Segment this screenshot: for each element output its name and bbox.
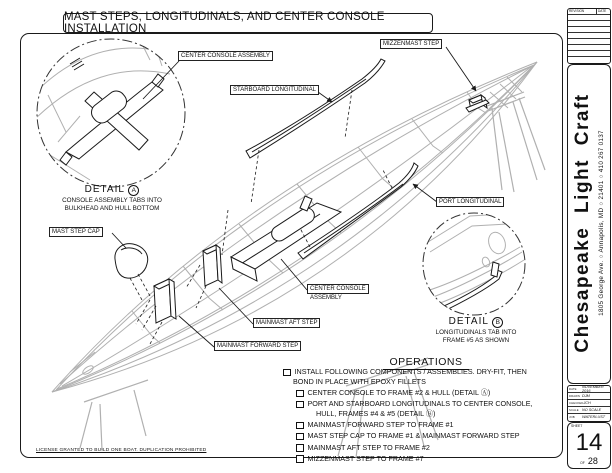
drawing-info-block	[567, 385, 611, 422]
checkbox-icon	[296, 401, 304, 409]
detail-a-letter-icon: A	[128, 185, 139, 196]
license-note: LICENSE GRANTED TO BUILD ONE BOAT. DUPLICATION PROHIBITED	[36, 448, 207, 453]
operation-item: MIZZENMAST STEP TO FRAME #7	[296, 455, 565, 463]
detail-b-circle	[423, 213, 525, 315]
detail-a-drawing	[30, 40, 170, 190]
detail-b-title: DETAIL B	[410, 316, 542, 328]
label-port-longitudinal: PORT LONGITUDINAL	[436, 197, 504, 207]
sheet-of: OF 28	[580, 456, 598, 466]
sheet-number-block	[567, 422, 611, 469]
checkbox-icon	[283, 369, 291, 377]
sheet-title	[63, 13, 433, 33]
operation-item: MAINMAST FORWARD STEP TO FRAME #1	[296, 421, 565, 429]
revision-row	[568, 57, 610, 62]
detail-a-title: DETAIL A	[46, 184, 178, 196]
checkbox-icon	[296, 390, 304, 398]
info-row-date: DATE NOVEMBER 2016	[568, 386, 610, 393]
checkbox-icon	[296, 455, 304, 463]
label-mainmast-forward-step: MAINMAST FORWARD STEP	[214, 341, 301, 351]
detail-b-caption: DETAIL B LONGITUDINALS TAB INTO FRAME #5 AS SHOWN	[410, 316, 542, 345]
info-row-scale: SCALE NO SCALE	[568, 407, 610, 414]
detail-b-drawing	[423, 214, 524, 315]
label-mizzenmast-step: MIZZENMAST STEP	[380, 39, 442, 49]
detail-b-letter-icon: B	[492, 317, 503, 328]
sheet-title-text: MAST STEPS, LONGITUDINALS, AND CENTER CONSOLE INSTALLATION	[64, 11, 385, 35]
label-starboard-longitudinal: STARBOARD LONGITUDINAL	[230, 85, 319, 95]
checkbox-icon	[296, 422, 304, 430]
checkbox-icon	[296, 444, 304, 452]
detail-a-caption: DETAIL A CONSOLE ASSEMBLY TABS INTO BULKHEAD AND HULL BOTTOM	[46, 184, 178, 213]
sheet-label: SHEET	[571, 424, 583, 428]
operations-list: INSTALL FOLLOWING COMPONENTS / ASSEMBLIES. DRY-FIT, THEN BOND IN PLACE WITH EPOXY FILLETS CENTER CONSOLE TO FRAME #2 & HULL (DETAIL Ⓐ) PORT AND STARBOARD LONGITUDINALS TO CENTER CONSOLE, HULL, FRAMES #4 & #5 (DETAIL Ⓑ) MAINMAST FORWARD STEP TO FRAME #1 MAST STEP CAP TO FRAME #1 & MAINMAST FORWARD STEP MAINMAST AFT STEP TO FRAME #2 MIZZENMAST STEP TO FRAME #7	[283, 368, 565, 466]
revision-table	[567, 8, 611, 64]
company-address: 1805 George Ave. ○ Annapolis, MD ○ 21401 ○ 410 267 0137	[598, 130, 605, 316]
label-center-console-assembly-top: CENTER CONSOLE ASSEMBLY	[178, 51, 273, 61]
operation-item: PORT AND STARBOARD LONGITUDINALS TO CENTER CONSOLE,	[296, 400, 565, 408]
operation-item: MAINMAST AFT STEP TO FRAME #2	[296, 444, 565, 452]
checkbox-icon	[296, 433, 304, 441]
operation-item: MAST STEP CAP TO FRAME #1 & MAINMAST FORWARD STEP	[296, 432, 565, 440]
label-mainmast-aft-step: MAINMAST AFT STEP	[253, 318, 320, 328]
info-row-drawn: DRAWN DJM	[568, 393, 610, 400]
label-center-console-assembly-word: ASSEMBLY	[310, 295, 342, 301]
revision-table-header: REVISION DATE	[568, 9, 610, 15]
operation-main-item: INSTALL FOLLOWING COMPONENTS / ASSEMBLIES. DRY-FIT, THEN	[283, 368, 565, 376]
info-row-checked: CHECKED JCH	[568, 400, 610, 407]
info-row-job: JOB WATERLUST	[569, 415, 606, 419]
operation-item: CENTER CONSOLE TO FRAME #2 & HULL (DETAIL Ⓐ)	[296, 389, 565, 397]
sheet-number: 14	[575, 429, 603, 456]
label-mast-step-cap: MAST STEP CAP	[49, 227, 103, 237]
operations-title: OPERATIONS	[371, 352, 481, 370]
label-center-console: CENTER CONSOLE	[307, 284, 369, 294]
company-name: Chesapeake Light Craft	[572, 93, 593, 353]
